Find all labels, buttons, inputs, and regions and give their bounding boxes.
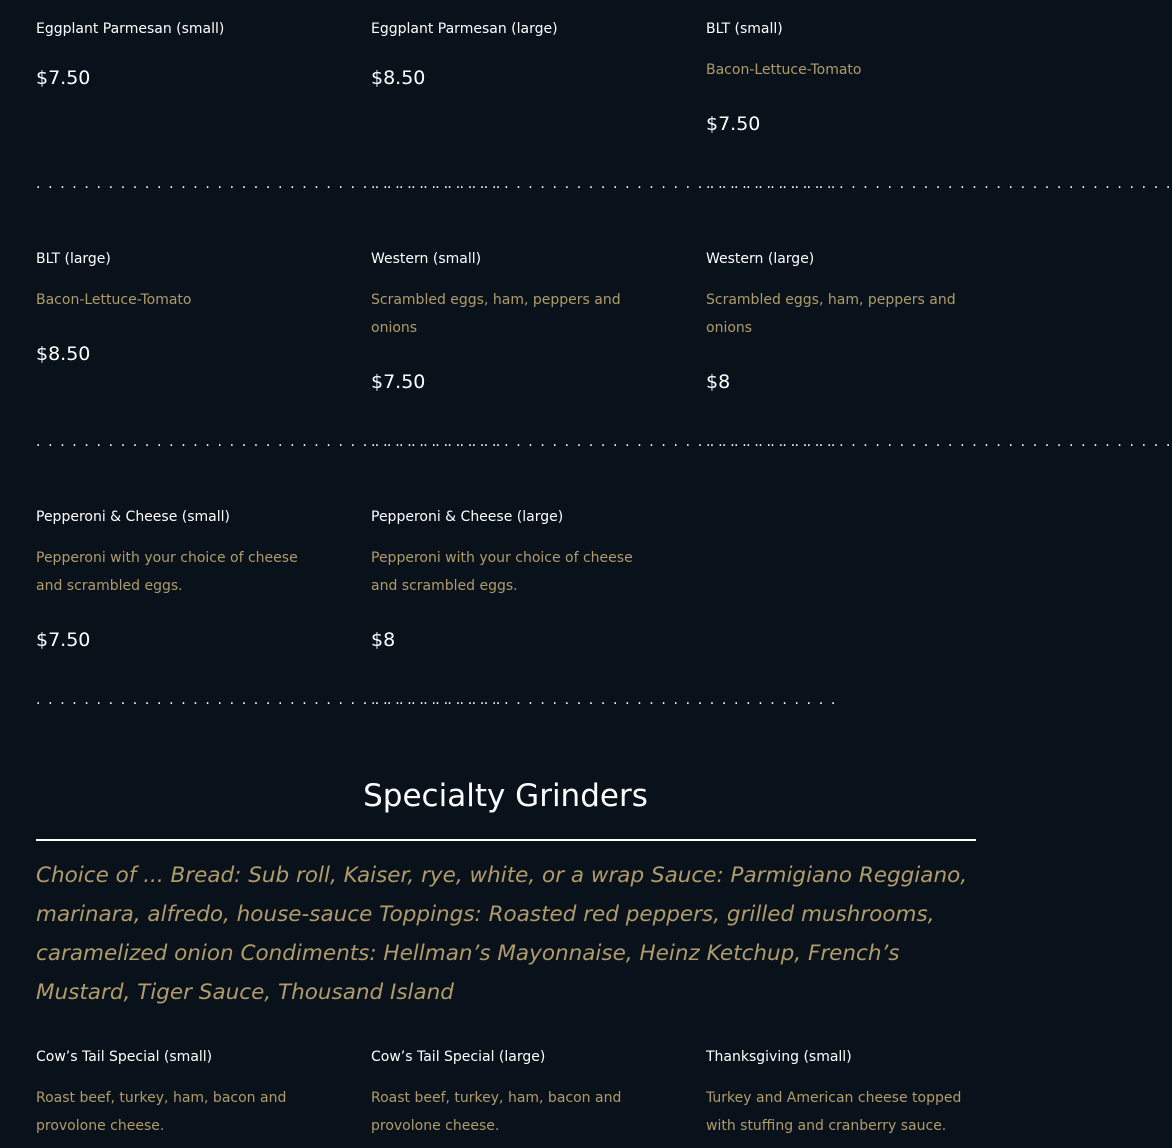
item-name: Eggplant Parmesan (small) [36, 21, 225, 37]
dotted-divider: . . . . . . . . . . . . . . . . . . . . . . . . . . . . . . . . . . . . . . . [371, 434, 837, 450]
dotted-divider: . . . . . . . . . . . . . . . . . . . . . . . . . . . . . . . . . . . . . . . [706, 176, 1172, 192]
item-price: $8 [371, 629, 396, 651]
dotted-divider: . . . . . . . . . . . . . . . . . . . . . . . . . . . . . . . . . . . . . . . [36, 434, 502, 450]
item-name: BLT (small) [706, 21, 783, 37]
item-price: $8 [706, 371, 731, 393]
item-name: Thanksgiving (small) [706, 1049, 852, 1065]
item-price: $7.50 [371, 371, 426, 393]
section-divider [36, 839, 976, 841]
item-name: Eggplant Parmesan (large) [371, 21, 558, 37]
item-description: Roast beef, turkey, ham, bacon and provolone cheese. [36, 1090, 287, 1134]
item-price: $7.50 [706, 113, 761, 135]
item-name: Cow’s Tail Special (small) [36, 1049, 213, 1065]
item-description: Roast beef, turkey, ham, bacon and provolone cheese. [371, 1090, 622, 1134]
dotted-divider: . . . . . . . . . . . . . . . . . . . . . . . . . . . . . . . . . . . . . . . [706, 434, 1172, 450]
dotted-divider: . . . . . . . . . . . . . . . . . . . . . . . . . . . . . . . . . . . . . . . [371, 692, 837, 708]
dotted-divider: . . . . . . . . . . . . . . . . . . . . . . . . . . . . . . . . . . . . . . . [36, 176, 502, 192]
section-intro: Choice of ... Bread: Sub roll, Kaiser, rye, white, or a wrap Sauce: Parmigiano Reggiano, marinara, alfredo, house-sauce Toppings: Roasted red peppers, grilled mushrooms, caramelized onion Condiments: Hellman’s Mayonnaise, Heinz Ketchup, French’s Mustard, Tiger Sauce, Thousand Island [36, 863, 968, 1005]
item-name: Western (large) [706, 251, 815, 267]
dotted-divider: . . . . . . . . . . . . . . . . . . . . . . . . . . . . . . . . . . . . . . . [36, 692, 502, 708]
item-name: Cow’s Tail Special (large) [371, 1049, 546, 1065]
item-description: Bacon-Lettuce-Tomato [36, 292, 192, 308]
dotted-divider: . . . . . . . . . . . . . . . . . . . . . . . . . . . . . . . . . . . . . . . [371, 176, 837, 192]
item-description: Pepperoni with your choice of cheese and scrambled eggs. [36, 550, 298, 594]
section-title: Specialty Grinders [363, 778, 648, 814]
item-description: Turkey and American cheese topped with stuffing and cranberry sauce. [706, 1090, 962, 1134]
item-price: $7.50 [36, 67, 91, 89]
item-description: Scrambled eggs, ham, peppers and onions [371, 292, 621, 336]
item-name: BLT (large) [36, 251, 111, 267]
item-description: Pepperoni with your choice of cheese and scrambled eggs. [371, 550, 633, 594]
item-price: $8.50 [371, 67, 426, 89]
item-price: $8.50 [36, 343, 91, 365]
item-price: $7.50 [36, 629, 91, 651]
item-name: Pepperoni & Cheese (small) [36, 509, 230, 525]
item-name: Pepperoni & Cheese (large) [371, 509, 564, 525]
item-description: Bacon-Lettuce-Tomato [706, 62, 862, 78]
item-description: Scrambled eggs, ham, peppers and onions [706, 292, 956, 336]
item-name: Western (small) [371, 251, 482, 267]
